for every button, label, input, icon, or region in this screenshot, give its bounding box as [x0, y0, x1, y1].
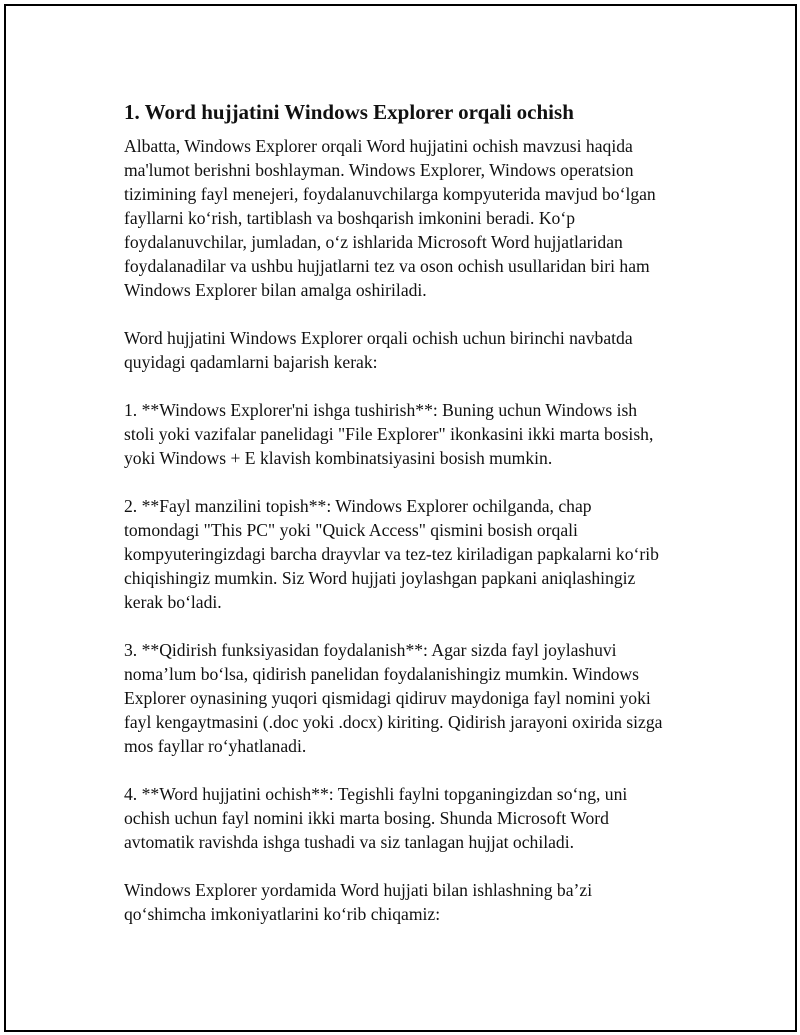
paragraph-line: tomondagi "This PC" yoki "Quick Access" qismini bosish orqali — [124, 520, 578, 540]
document-heading: 1. Word hujjatini Windows Explorer orqali ochish — [124, 100, 574, 124]
paragraph-line: 3. **Qidirish funksiyasidan foydalanish**: Agar sizda fayl joylashuvi — [124, 640, 617, 660]
paragraph-line: avtomatik ravishda ishga tushadi va siz tanlagan hujjat ochiladi. — [124, 832, 574, 852]
document-body — [124, 98, 704, 950]
paragraph-line: ma'lumot berishni boshlayman. Windows Explorer, Windows operatsion — [124, 160, 634, 180]
paragraph — [124, 494, 704, 614]
paragraph — [124, 134, 704, 302]
paragraph-line: kerak bo‘ladi. — [124, 592, 222, 612]
paragraph-line: foydalanadilar va ushbu hujjatlarni tez va oson ochish usullaridan biri ham — [124, 256, 650, 276]
paragraph-line: ochish uchun fayl nomini ikki marta bosing. Shunda Microsoft Word — [124, 808, 609, 828]
paragraph-line: kompyuteringizdagi barcha drayvlar va tez-tez kiriladigan papkalarni ko‘rib — [124, 544, 659, 564]
paragraph-line: Word hujjatini Windows Explorer orqali ochish uchun birinchi navbatda — [124, 328, 633, 348]
paragraph — [124, 326, 704, 374]
paragraph-line: noma’lum bo‘lsa, qidirish panelidan foydalanishingiz mumkin. Windows — [124, 664, 639, 684]
paragraph-line: tizimining fayl menejeri, foydalanuvchilarga kompyuterida mavjud bo‘lgan — [124, 184, 656, 204]
paragraph — [124, 638, 704, 758]
paragraph — [124, 878, 704, 926]
paragraph-line: Windows Explorer bilan amalga oshiriladi. — [124, 280, 427, 300]
page-border — [4, 4, 797, 1032]
paragraph-line: fayl kengaytmasini (.doc yoki .docx) kiriting. Qidirish jarayoni oxirida sizga — [124, 712, 663, 732]
paragraph-line: yoki Windows + E klavish kombinatsiyasini bosish mumkin. — [124, 448, 553, 468]
paragraph-line: Windows Explorer yordamida Word hujjati bilan ishlashning ba’zi — [124, 880, 593, 900]
paragraph-line: stoli yoki vazifalar panelidagi "File Explorer" ikonkasini ikki marta bosish, — [124, 424, 654, 444]
paragraph-line: fayllarni ko‘rish, tartiblash va boshqarish imkonini beradi. Ko‘p — [124, 208, 575, 228]
paragraph — [124, 782, 704, 854]
paragraph-line: mos fayllar ro‘yhatlanadi. — [124, 736, 307, 756]
paragraph-line: 1. **Windows Explorer'ni ishga tushirish**: Buning uchun Windows ish — [124, 400, 638, 420]
paragraph-line: 4. **Word hujjatini ochish**: Tegishli faylni topganingizdan so‘ng, uni — [124, 784, 628, 804]
paragraph-line: chiqishingiz mumkin. Siz Word hujjati joylashgan papkani aniqlashingiz — [124, 568, 636, 588]
paragraph — [124, 398, 704, 470]
paragraph-line: Explorer oynasining yuqori qismidagi qidiruv maydoniga fayl nomini yoki — [124, 688, 651, 708]
paragraph-list — [124, 134, 704, 926]
paragraph-line: qo‘shimcha imkoniyatlarini ko‘rib chiqamiz: — [124, 904, 441, 924]
paragraph-line: foydalanuvchilar, jumladan, o‘z ishlarida Microsoft Word hujjatlaridan — [124, 232, 623, 252]
paragraph-line: Albatta, Windows Explorer orqali Word hujjatini ochish mavzusi haqida — [124, 136, 633, 156]
paragraph-line: 2. **Fayl manzilini topish**: Windows Explorer ochilganda, chap — [124, 496, 592, 516]
paragraph-line: quyidagi qadamlarni bajarish kerak: — [124, 352, 378, 372]
